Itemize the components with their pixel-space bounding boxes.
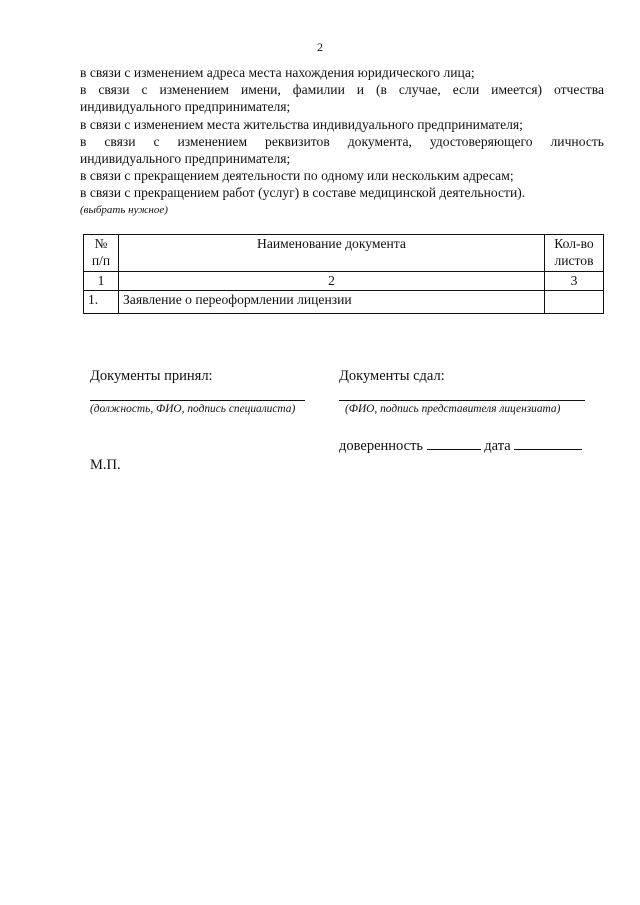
- reason-item: в связи с изменением реквизитов документа, удостоверяющего личность индивидуального предпринимателя;: [80, 133, 604, 167]
- table-header-row: [84, 235, 604, 272]
- index-cell: 1: [84, 272, 119, 291]
- table-row: [84, 291, 604, 314]
- handed-signature-line: [339, 400, 585, 401]
- handed-label: Документы сдал:: [339, 368, 445, 384]
- reason-item: в связи с изменением имени, фамилии и (в случае, если имеется) отчества индивидуального предпринимателя;: [80, 82, 604, 115]
- stamp-place: М.П.: [90, 457, 121, 473]
- row-sheet-count: [545, 291, 604, 314]
- date-blank: [514, 435, 582, 450]
- header-sheet-count: Кол-во листов: [545, 235, 604, 272]
- index-cell: 3: [545, 272, 604, 291]
- header-document-name: Наименование документа: [119, 235, 545, 272]
- reason-item: в связи с прекращением деятельности по одному или нескольким адресам;: [80, 168, 514, 184]
- select-hint: (выбрать нужное): [80, 203, 168, 216]
- reason-item: в связи с изменением места жительства индивидуального предпринимателя;: [80, 116, 523, 132]
- proxy-blank: [427, 435, 481, 450]
- documents-table: [83, 234, 604, 314]
- page-number: 2: [317, 40, 323, 54]
- accepted-caption: (должность, ФИО, подпись специалиста): [90, 403, 296, 415]
- handed-caption: (ФИО, подпись представителя лицензиата): [345, 403, 561, 415]
- row-document-name: Заявление о переоформлении лицензии: [119, 291, 545, 314]
- row-number: 1.: [84, 291, 119, 314]
- index-cell: 2: [119, 272, 545, 291]
- accepted-signature-line: [90, 400, 305, 401]
- header-number: № п/п: [84, 235, 119, 272]
- accepted-label: Документы принял:: [90, 368, 213, 384]
- reason-item: в связи с прекращением работ (услуг) в составе медицинской деятельности).: [80, 185, 526, 201]
- date-label: дата: [484, 438, 511, 454]
- table-index-row: [84, 272, 604, 291]
- reasons-list: [80, 64, 604, 229]
- proxy-label: доверенность: [339, 438, 424, 454]
- proxy-date-line: [339, 435, 582, 455]
- reason-item: в связи с изменением адреса места нахождения юридического лица;: [80, 65, 475, 80]
